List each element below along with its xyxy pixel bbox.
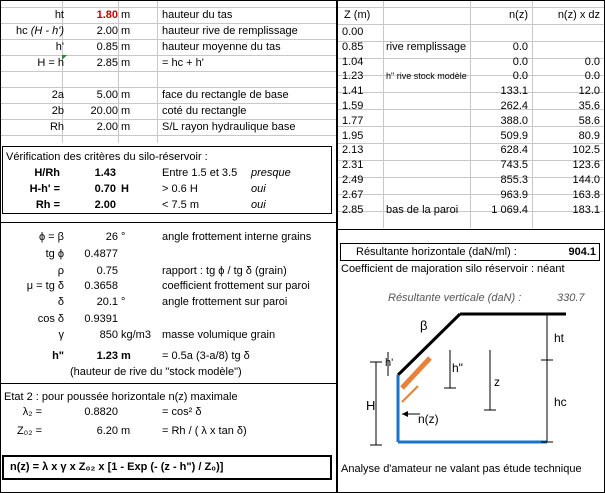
- table-cell-nz: 133.1: [500, 85, 528, 97]
- verif-value: 1.43: [94, 167, 116, 179]
- table-header-nzdz: n(z) x dz: [557, 9, 600, 21]
- param-label: 2a: [51, 89, 64, 101]
- verif-status: oui: [251, 199, 266, 211]
- table-cell-nzdz: 58.6: [578, 115, 600, 127]
- gridline: [0, 71, 337, 72]
- verif-value: 2.00: [94, 199, 116, 211]
- param-label: 2b: [51, 105, 64, 117]
- table-cell-nzdz: 123.6: [572, 159, 600, 171]
- table-cell-nzdz: 183.1: [572, 204, 600, 216]
- grain-label: γ: [58, 329, 64, 341]
- param-value-ht[interactable]: 1.80: [96, 9, 118, 21]
- grain-value: 0.3658: [84, 280, 118, 292]
- gridline: [0, 55, 337, 56]
- pressure-arrow-orange: [402, 358, 430, 388]
- grain-value: 0.4877: [84, 248, 118, 260]
- etat-value: 6.20: [96, 425, 118, 437]
- param-value: 2.00: [96, 121, 118, 133]
- etat-title: Etat 2 : pour poussée horizontale n(z) maximale: [4, 391, 238, 403]
- table-cell-z: 2.49: [342, 174, 364, 186]
- grain-desc: masse volumique grain: [162, 329, 276, 341]
- table-cell-nzdz: 12.0: [578, 85, 600, 97]
- param-value: 5.00: [96, 89, 118, 101]
- grain-value: 26: [105, 231, 118, 243]
- param-desc: coté du rectangle: [162, 105, 247, 117]
- grain-desc: rapport : tg ϕ / tg δ (grain): [162, 265, 287, 277]
- table-cell-nzdz: 35.6: [578, 100, 600, 112]
- grain-label: cos δ: [37, 313, 64, 325]
- etat-unit: m: [121, 425, 131, 437]
- table-cell-z: 2.85: [342, 204, 364, 216]
- table-cell-nz: 0.0: [512, 56, 528, 68]
- grain-value: 0.9391: [84, 313, 118, 325]
- table-cell-label: rive remplissage: [386, 41, 467, 53]
- table-cell-nz: 509.9: [500, 130, 528, 142]
- grain-unit: kg/m3: [121, 329, 151, 341]
- param-desc: S/L rayon hydraulique base: [162, 121, 296, 133]
- etat-label: λ₂ =: [22, 406, 42, 418]
- param-unit: m: [121, 89, 131, 101]
- grain-label: tg ϕ: [45, 248, 64, 260]
- verif-label: H-h' =: [29, 183, 60, 195]
- etat-desc: = cos² δ: [162, 406, 202, 418]
- beta-label: β: [420, 318, 428, 333]
- table-cell-z: 2.13: [342, 144, 364, 156]
- param-label: H = h: [37, 57, 64, 69]
- grain-unit: °: [121, 231, 126, 243]
- param-desc: hauteur rive de remplissage: [162, 25, 298, 37]
- table-cell-z: 1.23: [342, 70, 364, 82]
- param-value: 2.00: [96, 25, 118, 37]
- table-cell-z: 1.95: [342, 130, 364, 142]
- table-cell-nzdz: 102.5: [572, 144, 600, 156]
- table-cell-nz: 1 069.4: [491, 204, 528, 216]
- table-cell-nz: 963.9: [500, 189, 528, 201]
- gridline: [337, 7, 605, 8]
- param-desc: = hc + h': [162, 57, 204, 69]
- nz-arrow-head: [402, 411, 408, 417]
- table-cell-z: 0.00: [342, 26, 364, 38]
- slope-edge: [398, 314, 460, 375]
- gridline: [0, 135, 337, 136]
- verif-label: H/Rh: [34, 167, 60, 179]
- param-value: 2.85: [96, 57, 118, 69]
- ht-label: ht: [554, 331, 565, 345]
- param-unit: m: [121, 9, 131, 21]
- grain-label: ρ: [57, 265, 64, 277]
- verif-value: 0.70: [94, 183, 116, 195]
- param-label: Rh: [49, 121, 64, 133]
- param-desc: face du rectangle de base: [162, 89, 289, 101]
- verif-label: Rh =: [35, 199, 60, 211]
- param-desc: hauteur moyenne du tas: [162, 41, 281, 53]
- grain-value: 0.75: [96, 265, 118, 277]
- disclaimer-text: Analyse d'amateur ne valant pas étude technique: [341, 463, 582, 475]
- verif-criterion: Entre 1.5 et 3.5: [162, 167, 238, 179]
- table-cell-nzdz: 0.0: [584, 56, 600, 68]
- table-cell-z: 2.67: [342, 189, 364, 201]
- param-label: hc (H - h'): [16, 25, 64, 37]
- table-cell-nz: 628.4: [500, 144, 528, 156]
- table-cell-z: 0.85: [342, 41, 364, 53]
- etat-value: 0.8820: [84, 406, 118, 418]
- table-cell-label: h" rive stock modèle: [386, 71, 467, 81]
- h-second-label: h": [52, 350, 64, 362]
- table-cell-nz: 262.4: [500, 100, 528, 112]
- silo-diagram: [340, 310, 602, 460]
- table-cell-nz: 855.3: [500, 174, 528, 186]
- z-label: z: [494, 375, 500, 389]
- verif-criterion: < 7.5 m: [162, 199, 199, 211]
- table-cell-nz: 0.0: [512, 70, 528, 82]
- table-cell-nz: 743.5: [500, 159, 528, 171]
- H-label: H: [366, 398, 376, 413]
- grain-label: δ: [57, 296, 64, 308]
- table-header-nz: n(z): [509, 9, 528, 21]
- param-unit: m: [121, 57, 131, 69]
- h-second-desc: = 0.5a (3-a/8) tg δ: [162, 350, 250, 362]
- gridline: [0, 103, 337, 104]
- param-label: h': [55, 41, 64, 53]
- h-second-note: (hauteur de rive du "stock modèle"): [70, 366, 242, 378]
- table-cell-nzdz: 163.8: [572, 189, 600, 201]
- resultante-v-value: 330.7: [557, 292, 585, 304]
- param-unit: m: [121, 105, 131, 117]
- nz-label: n(z): [418, 412, 439, 426]
- table-cell-nzdz: 80.9: [578, 130, 600, 142]
- table-cell-nz: 388.0: [500, 115, 528, 127]
- param-desc: hauteur du tas: [162, 9, 233, 21]
- table-cell-label: bas de la paroi: [386, 204, 459, 216]
- grain-value: 850: [99, 329, 118, 341]
- verif-status: oui: [251, 183, 266, 195]
- table-cell-nzdz: 144.0: [572, 174, 600, 186]
- verification-title: Vérification des critères du silo-réservoir :: [6, 151, 208, 163]
- verif-criterion: > 0.6 H: [162, 183, 198, 195]
- verif-status: presque: [251, 167, 291, 179]
- param-value: 0.85: [96, 41, 118, 53]
- param-value: 20.00: [90, 105, 118, 117]
- coef-text: Coefficient de majoration silo réservoir : néant: [341, 263, 565, 275]
- table-cell-z: 1.41: [342, 85, 364, 97]
- table-cell-z: 1.59: [342, 100, 364, 112]
- gridline: [0, 23, 337, 24]
- h-second-diagram-label: h": [452, 361, 463, 375]
- param-label: ht: [54, 9, 64, 21]
- param-unit: m: [121, 41, 131, 53]
- grain-unit: °: [121, 296, 126, 308]
- hc-label: hc: [554, 395, 567, 409]
- grain-label: ϕ = β: [38, 231, 64, 243]
- resultante-h-label: Résultante horizontale (daN/ml) :: [356, 246, 517, 258]
- table-cell-z: 2.31: [342, 159, 364, 171]
- grain-desc: coefficient frottement sur paroi: [162, 280, 310, 292]
- table-cell-z: 1.77: [342, 115, 364, 127]
- gridline: [0, 39, 337, 40]
- h-second-value: 1.23: [96, 350, 118, 362]
- resultante-v-label: Résultante verticale (daN) :: [388, 292, 522, 304]
- grain-label: μ = tg δ: [26, 280, 64, 292]
- table-cell-z: 1.04: [342, 56, 364, 68]
- param-unit: m: [121, 121, 131, 133]
- gridline: [0, 119, 337, 120]
- gridline: [337, 24, 605, 25]
- formula-text: n(z) = λ x γ x Z₀₂ x [1 - Exp (- (z - h") / Z₀)]: [10, 461, 224, 473]
- gridline: [0, 7, 337, 8]
- table-cell-nzdz: 0.0: [584, 70, 600, 82]
- grain-desc: angle frottement interne grains: [162, 231, 312, 243]
- resultante-h-value: 904.1: [568, 246, 596, 258]
- param-unit: m: [121, 25, 131, 37]
- table-cell-nz: 0.0: [512, 41, 528, 53]
- etat-desc: = Rh / ( λ x tan δ): [162, 425, 247, 437]
- table-header-z: Z (m): [344, 9, 371, 21]
- h-second-unit: m: [121, 350, 131, 362]
- gridline: [0, 87, 337, 88]
- verif-unit: H: [121, 183, 129, 195]
- etat-label: Z₀₂ =: [16, 425, 42, 437]
- h-prime-label: h': [385, 357, 394, 369]
- grain-desc: angle frottement sur paroi: [162, 296, 288, 308]
- grain-value: 20.1: [96, 296, 118, 308]
